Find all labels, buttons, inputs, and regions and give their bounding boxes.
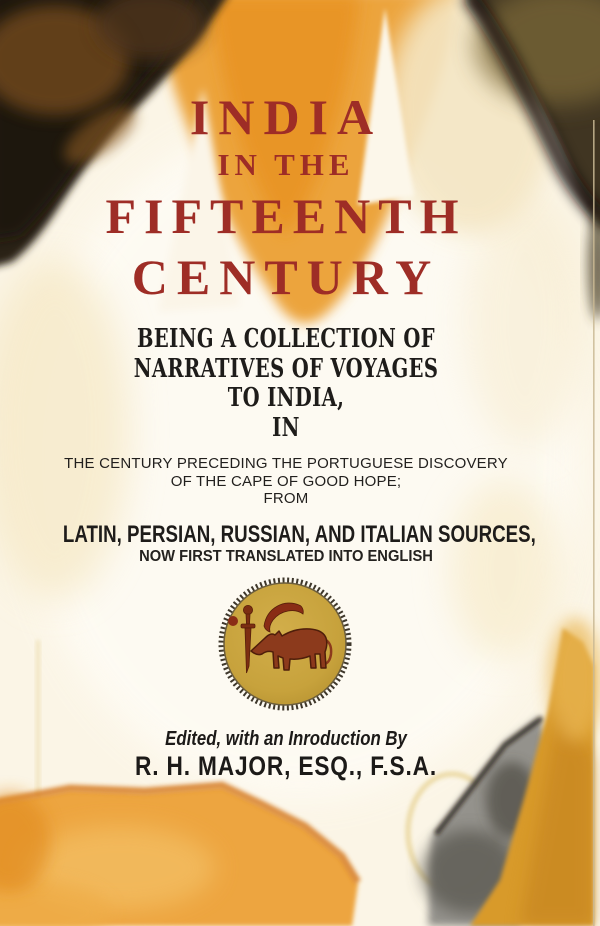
editor-intro: Edited, with an Inroduction By bbox=[165, 728, 407, 750]
period-block bbox=[0, 455, 572, 508]
period-line: OF THE CAPE OF GOOD HOPE; bbox=[170, 472, 402, 490]
title-line-in-the: IN THE bbox=[217, 147, 355, 182]
subtitle-line: IN bbox=[272, 412, 300, 443]
subtitle-line: NARRATIVES OF VOYAGES bbox=[133, 353, 439, 384]
coin-emblem bbox=[215, 574, 355, 714]
period-line: FROM bbox=[263, 490, 309, 507]
subtitle-line: BEING A COLLECTION OF bbox=[137, 324, 435, 354]
editor-name: R. H. MAJOR, ESQ., F.S.A. bbox=[134, 751, 438, 781]
subtitle-block bbox=[72, 325, 501, 443]
title-line-century: CENTURY bbox=[131, 249, 441, 305]
sources-line: LATIN, PERSIAN, RUSSIAN, AND ITALIAN SOURCES, bbox=[62, 521, 536, 548]
translated-line: NOW FIRST TRANSLATED INTO ENGLISH bbox=[139, 548, 433, 565]
title-line-fifteenth: FIFTEENTH bbox=[105, 188, 467, 244]
dot-icon bbox=[228, 616, 238, 626]
subtitle-line: TO INDIA, bbox=[227, 383, 345, 413]
period-line: THE CENTURY PRECEDING THE PORTUGUESE DISCOVERY bbox=[64, 455, 508, 472]
title-line-india: INDIA bbox=[189, 89, 383, 145]
